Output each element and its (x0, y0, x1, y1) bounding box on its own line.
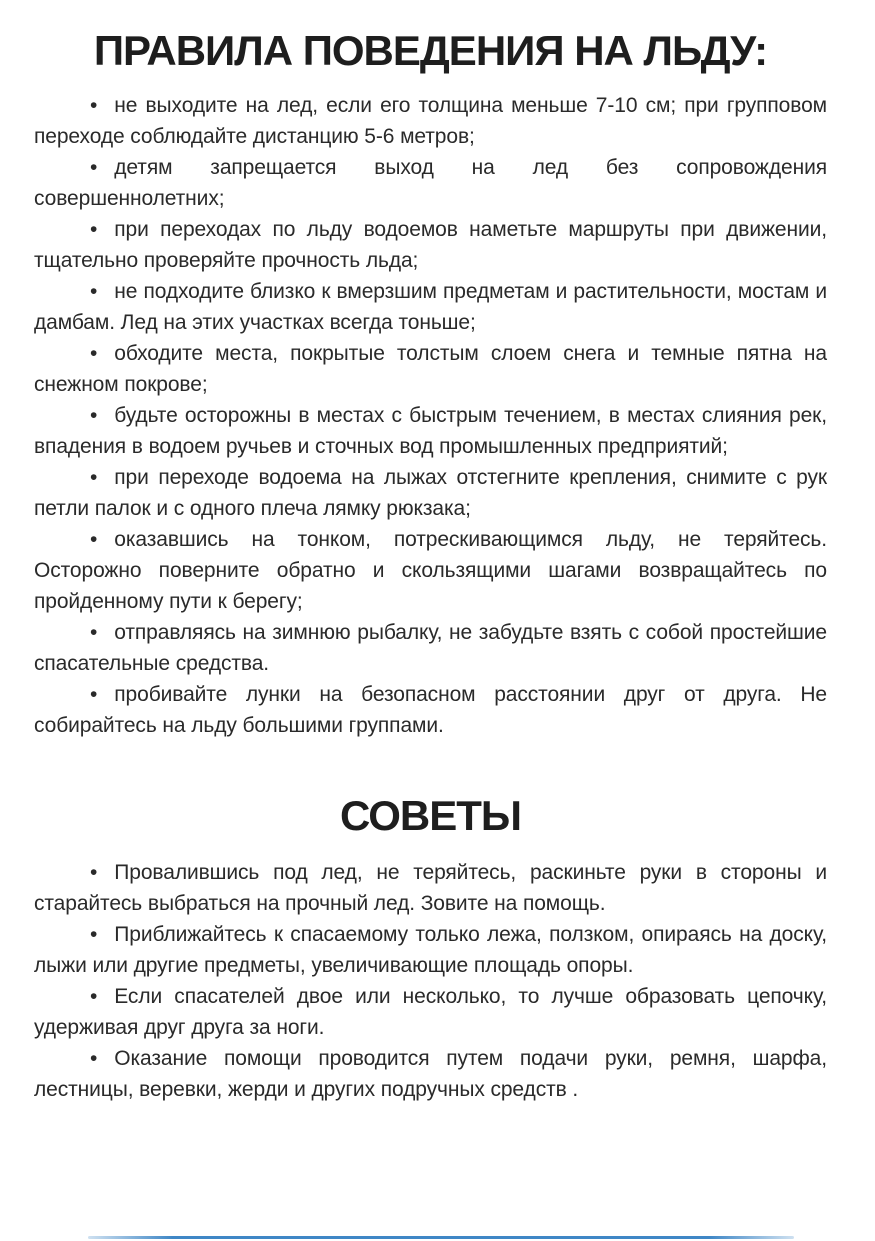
list-item (34, 679, 827, 741)
list-item-text: оказавшись на тонком, потрескивающимся льду, не теряйтесь. Осторожно поверните обратно и скользящими шагами возвращайтесь по пройденному пути к берегу; (34, 528, 827, 614)
list-item (34, 981, 827, 1043)
list-item (34, 462, 827, 524)
bottom-accent-line (88, 1236, 794, 1239)
list-item-text: пробивайте лунки на безопасном расстоянии друг от друга. Не собирайтесь на льду большими группами. (34, 683, 827, 738)
rules-list (34, 90, 827, 741)
list-item-text: при переходе водоема на лыжах отстегните крепления, снимите с рук петли палок и с одного плеча лямку рюкзака; (34, 466, 827, 521)
list-item-text: детям запрещается выход на лед без сопровождения совершеннолетних; (34, 156, 827, 211)
list-item-text: Приближайтесь к спасаемому только лежа, ползком, опираясь на доску, лыжи или другие предметы, увеличивающие площадь опоры. (34, 923, 827, 978)
bullet-icon: • (90, 985, 98, 1009)
list-item (34, 919, 827, 981)
bullet-icon: • (90, 342, 98, 366)
list-item (34, 1043, 827, 1105)
list-item (34, 524, 827, 617)
bullet-icon: • (90, 466, 98, 490)
list-item (34, 276, 827, 338)
bullet-icon: • (90, 861, 98, 885)
bullet-icon: • (90, 404, 98, 428)
bullet-icon: • (90, 621, 98, 645)
list-item-text: при переходах по льду водоемов наметьте маршруты при движении, тщательно проверяйте прочность льда; (34, 218, 827, 273)
section-title-rules: ПРАВИЛА ПОВЕДЕНИЯ НА ЛЬДУ: (93, 27, 768, 74)
bullet-icon: • (90, 528, 98, 552)
list-item (34, 857, 827, 919)
section-title-tips: СОВЕТЫ (339, 792, 522, 840)
tips-list (34, 857, 827, 1105)
list-item (34, 152, 827, 214)
bullet-icon: • (90, 683, 98, 707)
list-item (34, 400, 827, 462)
bullet-icon: • (90, 156, 98, 180)
list-item-text: будьте осторожны в местах с быстрым течением, в местах слияния рек, впадения в водоем ручьев и сточных вод промышленных предприятий; (34, 404, 827, 459)
bullet-icon: • (90, 1047, 98, 1071)
list-item-text: Если спасателей двое или несколько, то лучше образовать цепочку, удерживая друг друга за ноги. (34, 985, 827, 1040)
list-item-text: не выходите на лед, если его толщина меньше 7-10 см; при групповом переходе соблюдайте дистанцию 5-6 метров; (34, 94, 827, 149)
bullet-icon: • (90, 923, 98, 947)
bullet-icon: • (90, 94, 98, 118)
list-item-text: Провалившись под лед, не теряйтесь, раскиньте руки в стороны и старайтесь выбраться на прочный лед. Зовите на помощь. (34, 861, 827, 916)
list-item-text: отправляясь на зимнюю рыбалку, не забудьте взять с собой простейшие спасательные средства. (34, 621, 827, 676)
list-item (34, 90, 827, 152)
list-item (34, 214, 827, 276)
bullet-icon: • (90, 218, 98, 242)
list-item (34, 338, 827, 400)
list-item-text: не подходите близко к вмерзшим предметам и растительности, мостам и дамбам. Лед на этих участках всегда тоньше; (34, 280, 827, 335)
list-item-text: Оказание помощи проводится путем подачи руки, ремня, шарфа, лестницы, веревки, жерди и других подручных средств . (34, 1047, 827, 1102)
bullet-icon: • (90, 280, 98, 304)
list-item-text: обходите места, покрытые толстым слоем снега и темные пятна на снежном покрове; (34, 342, 827, 397)
list-item (34, 617, 827, 679)
